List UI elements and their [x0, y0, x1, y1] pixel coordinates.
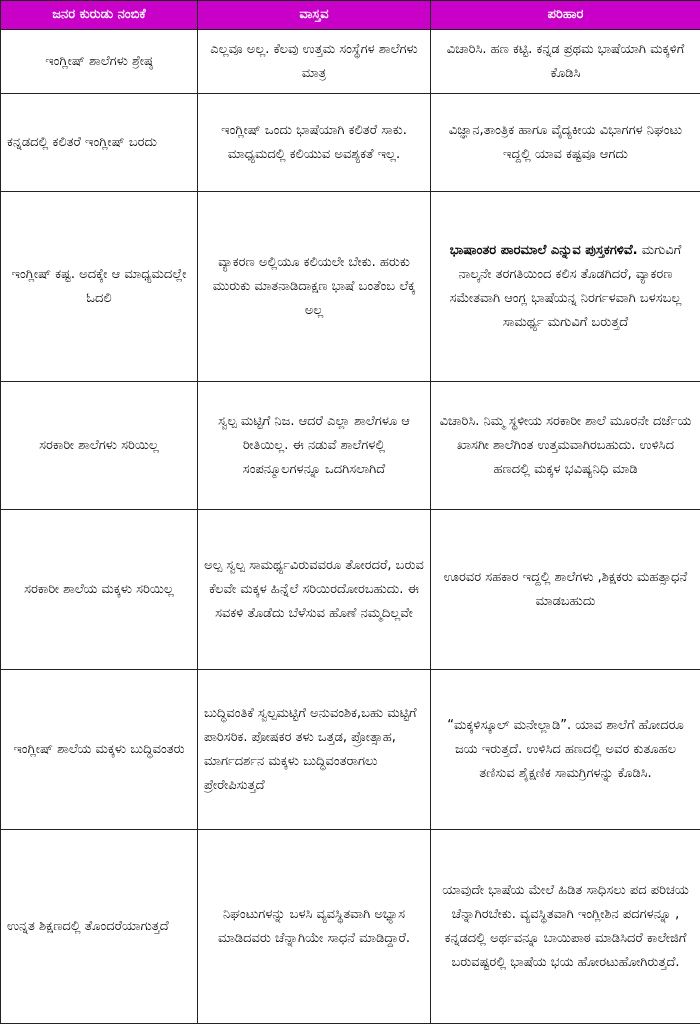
solution-text: ಯಾವುದೇ ಭಾಷೆಯ ಮೇಲೆ ಹಿಡಿತ ಸಾಧಿಸಲು ಪದ ಪರಿಚಯ ಚೆನ್ನಾಗಿರಬೇಕು. ವ್ಯವಸ್ಥಿತವಾಗಿ ಇಂಗ್ಲೀಶಿನ ಪದಗಳನ್ನೂ , ಕನ್ನಡದಲ್ಲಿ ಅರ್ಥವನ್ನೂ ಬಾಯಿಪಾಠ ಮಾಡಿಸಿದರೆ ಕಾಲೇಜಿಗೆ ಬರುವಷ್ಟರಲ್ಲಿ ಭಾಷೆಯ ಭಯ ಹೋರಟುಹೋಗಿರುತ್ತದೆ.: [442, 882, 689, 970]
solution-cell: [431, 510, 700, 670]
table-row: [1, 30, 700, 94]
solution-text: ವಿಜ್ಞಾನ,ತಾಂತ್ರಿಕ ಹಾಗೂ ವೈದ್ಯಕೀಯ ವಿಭಾಗಗಳ ನಿಘಂಟು ಇದ್ದಲ್ಲಿ ಯಾವ ಕಷ್ಟವೂ ಆಗದು: [448, 122, 683, 162]
solution-cell: [431, 94, 700, 192]
table-row: [1, 382, 700, 510]
solution-text: ವಿಚಾರಿಸಿ. ನಿಮ್ಮ ಸ್ಥಳೀಯ ಸರಕಾರೀ ಶಾಲೆ ಮೂರನೇ ದರ್ಜೆಯ ಖಾಸಗೀ ಶಾಲೆಗಿಂತ ಉತ್ತಮವಾಗಿರಬಹುದು. ಉಳಿಸಿದ ಹಣದಲ್ಲಿ ಮಕ್ಕಳ ಭವಿಷ್ಯನಿಧಿ ಮಾಡಿ: [439, 413, 692, 477]
table-row: [1, 510, 700, 670]
myth-cell: ಸರಕಾರೀ ಶಾಲೆಗಳು ಸರಿಯಿಲ್ಲ: [1, 382, 198, 510]
solution-cell: [431, 382, 700, 510]
myth-cell: ಇಂಗ್ಲೀಷ್ ಶಾಲೆಯ ಮಕ್ಕಳು ಬುದ್ಧಿವಂತರು: [1, 670, 198, 830]
fact-cell: ಎಲ್ಲವೂ ಅಲ್ಲ. ಕೆಲವು ಉತ್ತಮ ಸಂಸ್ಥೆಗಳ ಶಾಲೆಗಳು ಮಾತ್ರ: [198, 30, 431, 94]
myth-cell: ಸರಕಾರೀ ಶಾಲೆಯ ಮಕ್ಕಳು ಸರಿಯಿಲ್ಲ: [1, 510, 198, 670]
header-row: [1, 1, 700, 30]
table-row: [1, 670, 700, 830]
solution-text: ಮಗುವಿಗೆ ನಾಲ್ಕನೇ ತರಗತಿಯಿಂದ ಕಲಿಸ ತೊಡಗಿದರೆ, ವ್ಯಾಕರಣ ಸಮೇತವಾಗಿ ಆಂಗ್ಲ ಭಾಷೆಯನ್ನ ನಿರರ್ಗಳವಾಗಿ ಬಳಸಬಲ್ಲ ಸಾಮರ್ಥ್ಯ ಮಗುವಿಗೆ ಬರುತ್ತದೆ: [449, 242, 682, 330]
fact-cell: ವ್ಯಾಕರಣ ಅಲ್ಲಿಯೂ ಕಲಿಯಲೇ ಬೇಕು. ಹರುಕು ಮುರುಕು ಮಾತನಾಡಿದಾಕ್ಷಣ ಭಾಷೆ ಬಂತೆಂಬ ಲೆಕ್ಕ ಅಲ್ಲ: [198, 192, 431, 382]
fact-cell: ಇಂಗ್ಲೀಷ್ ಒಂದು ಭಾಷೆಯಾಗಿ ಕಲಿತರೆ ಸಾಕು. ಮಾಧ್ಯಮದಲ್ಲಿ ಕಲಿಯುವ ಅವಶ್ಯಕತೆ ಇಲ್ಲ.: [198, 94, 431, 192]
table-row: [1, 830, 700, 1024]
solution-lead: ಭಾಷಾಂತರ ಪಾರಮಾಲೆ ಎನ್ನುವ ಪುಸ್ತಕಗಳಿವೆ.: [449, 242, 638, 258]
fact-cell: ಬುದ್ಧಿವಂತಿಕೆ ಸ್ವಲ್ಪಮಟ್ಟಿಗೆ ಅನುವಂಶಿಕ,ಬಹು ಮಟ್ಟಿಗೆ ಪಾರಿಸರಿಕ. ಪೋಷಕರ ತಳು ಒತ್ತಡ, ಪ್ರೋತ್ಸಾಹ, ಮಾರ್ಗದರ್ಶನ ಮಕ್ಕಳು ಬುದ್ಧಿವಂತರಾಗಲು ಪ್ರೇರೇಪಿಸುತ್ತದೆ: [198, 670, 431, 830]
header-myth: ಜನರ ಕುರುಡು ನಂಬಿಕೆ: [1, 1, 198, 30]
solution-text: ವಿಚಾರಿಸಿ. ಹಣ ಕಟ್ಟಿ. ಕನ್ನಡ ಪ್ರಥಮ ಭಾಷೆಯಾಗಿ ಮಕ್ಕಳಿಗೆ ಕೊಡಿಸಿ: [446, 41, 685, 81]
myth-cell: ಇಂಗ್ಲೀಷ್ ಶಾಲೆಗಳು ಶ್ರೇಷ್ಠ: [1, 30, 198, 94]
fact-cell: ಅಲ್ಪ ಸ್ವಲ್ಪ ಸಾಮರ್ಥ್ಯವಿರುವವರೂ ತೋರದರೆ, ಬರುವ ಕೆಲವೇ ಮಕ್ಕಳ ಹಿನ್ನೆಲೆ ಸರಿಯಿರದೋರಬಹುದು. ಈ ಸವಕಳಿ ತೊಡೆದು ಬೆಳೆಸುವ ಹೊಣೆ ನಮ್ಮದಿಲ್ಲವೇ: [198, 510, 431, 670]
header-solution: ಪರಿಹಾರ: [431, 1, 700, 30]
solution-cell: [431, 30, 700, 94]
solution-cell: [431, 670, 700, 830]
solution-cell: [431, 192, 700, 382]
solution-cell: [431, 830, 700, 1024]
solution-text: ಊರವರ ಸಹಕಾರ ಇದ್ದಲ್ಲಿ ಶಾಲೆಗಳು ,ಶಿಕ್ಷಕರು ಮಹತ್ಸಾಧನೆ ಮಾಡಬಹುದು: [443, 569, 688, 609]
myth-cell: ಕನ್ನಡದಲ್ಲಿ ಕಲಿತರೆ ಇಂಗ್ಲೀಷ್ ಬರದು: [1, 94, 198, 192]
table-row: [1, 94, 700, 192]
myth-cell: ಇಂಗ್ಲೀಷ್ ಕಷ್ಟ. ಅದಕ್ಕೇ ಆ ಮಾಧ್ಯಮದಲ್ಲೇ ಓದಲಿ: [1, 192, 198, 382]
solution-text: “ಮಕ್ಕಳಿಸ್ಕೂಲ್ ಮನೇಲ್ಲಾಡಿ”. ಯಾವ ಶಾಲೆಗೆ ಹೋದರೂ ಜಯ ಇರುತ್ತದೆ. ಉಳಿಸಿದ ಹಣದಲ್ಲಿ ಅವರ ಕುತೂಹಲ ತಣಿಸುವ ಶೈಕ್ಷಣಿಕ ಸಾಮಗ್ರಿಗಳನ್ನು ಕೊಡಿಸಿ.: [447, 717, 684, 781]
header-fact: ವಾಸ್ತವ: [198, 1, 431, 30]
table-row: [1, 192, 700, 382]
fact-cell: ನಿಘಂಟುಗಳನ್ನು ಬಳಸಿ ವ್ಯವಸ್ಥಿತವಾಗಿ ಅಭ್ಯಾಸ ಮಾಡಿದವರು ಚೆನ್ನಾಗಿಯೇ ಸಾಧನೆ ಮಾಡಿದ್ದಾರೆ.: [198, 830, 431, 1024]
myth-cell: ಉನ್ನತ ಶಿಕ್ಷಣದಲ್ಲಿ ತೊಂದರೆಯಾಗುತ್ತದೆ: [1, 830, 198, 1024]
fact-cell: ಸ್ವಲ್ಪ ಮಟ್ಟಿಗೆ ನಿಜ. ಆದರೆ ಎಲ್ಲಾ ಶಾಲೆಗಳೂ ಆ ರೀತಿಯಿಲ್ಲ. ಈ ನಡುವೆ ಶಾಲೆಗಳಲ್ಲಿ ಸಂಪನ್ಮೂಲಗಳನ್ನೂ ಒದಗಿಸಲಾಗಿದೆ: [198, 382, 431, 510]
